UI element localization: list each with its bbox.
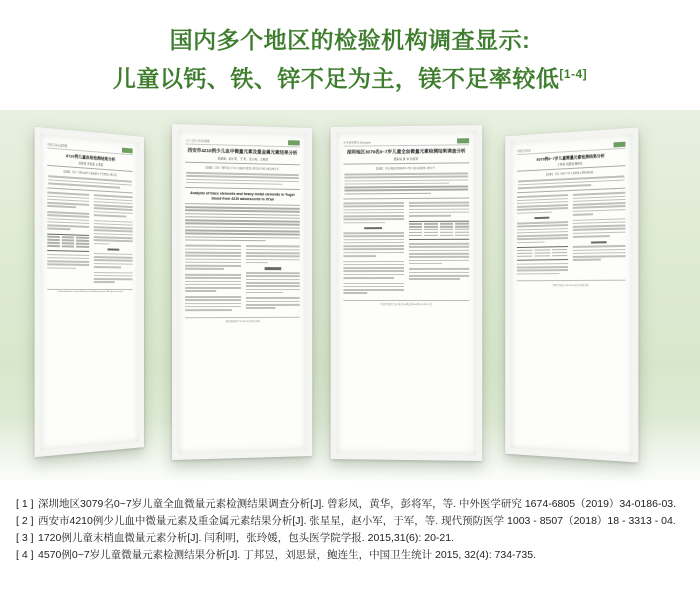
reference-list	[16, 496, 688, 564]
article-title-4: 4570例0~7岁儿童微量元素检测结果分析	[536, 153, 605, 162]
title-line-2	[0, 58, 700, 95]
article-abstract-text-1: 【摘要】 目的 了解本地区儿童血铅水平及微量元素状况。	[62, 170, 119, 178]
article-footer-4: 中国卫生统计 2015年10月第32卷第4期	[517, 280, 625, 287]
article-title-2: 西安市4210例少儿血中微量元素及重金属元素结果分析	[187, 147, 298, 156]
article-title-en-2: Analysis of trace elements and heavy metal elements in Yuger blood from 4210 adolescents in Xi'an	[190, 191, 295, 202]
paper-frame-4[interactable]	[505, 127, 638, 462]
article-footer-1: China Academic Journal Electronic Publishing House. All rights reserved.	[47, 289, 132, 294]
reference-number: [ 3 ]	[16, 532, 34, 544]
article-body-2	[185, 245, 300, 315]
article-authors-1: 张某某 李某某 王某某	[78, 161, 104, 168]
article-footer-2: 现代预防医学 2018年第45卷第18期	[185, 316, 300, 323]
reference-text: 西安市4210例少儿血中微量元素及重金属元素结果分析[J]. 张星星，赵小军，于军，等. 现代预防医学 1003 - 8507（2018）18 - 3313 - 04.	[38, 515, 676, 527]
paper-page-1	[40, 134, 138, 451]
journal-header-text-1: 中国卫生标准管理	[47, 142, 68, 148]
article-abstract-3	[343, 162, 469, 199]
article-abstract-4	[517, 166, 625, 194]
journal-header-2	[185, 136, 300, 147]
paper-frame-2[interactable]	[172, 124, 312, 460]
article-authors-2: 张星星，赵小军，于 军，宋小英，王利萍	[217, 156, 269, 162]
reference-item	[16, 547, 688, 564]
title-line-1: 国内多个地区的检验机构调查显示:	[169, 27, 531, 53]
reference-number: [ 4 ]	[16, 549, 34, 561]
article-body-3	[343, 202, 469, 298]
article-authors-4: 丁邦昱 刘思景 鲍连生	[557, 161, 583, 168]
page-title	[0, 24, 700, 95]
journal-logo-mark-4	[614, 142, 626, 148]
journal-header-text-4: 中国卫生统计	[516, 148, 532, 153]
article-title-3: 深圳地区3079名0~7岁儿童全血微量元素检测结果调查分析	[346, 148, 466, 155]
article-abstract-text-4: 【摘要】 目的 分析0~7岁儿童微量元素检测结果。	[544, 171, 596, 177]
paper-page-3	[337, 131, 477, 455]
framed-papers-group	[0, 110, 700, 480]
article-authors-3: 曾彩凤 黄 华 彭将军	[393, 156, 419, 162]
reference-number: [ 1 ]	[16, 498, 34, 510]
paper-frame-1[interactable]	[35, 127, 145, 457]
journal-header-text-2: ·儿少卫生与妇幼保健·	[185, 138, 211, 143]
reference-text: 深圳地区3079名0~7岁儿童全血微量元素检测结果调查分析[J]. 曾彩凤，黄华，彭将军，等. 中外医学研究 1674-6805（2019）34-0186-03.	[38, 498, 677, 510]
reference-text: 1720例儿童末梢血微量元素分析[J]. 闫利明，张玲媛，包头医学院学报. 2015,31(6): 20-21.	[38, 532, 455, 544]
paper-page-2	[178, 130, 306, 454]
journal-logo-mark-1	[122, 148, 133, 154]
journal-header-text-3: 中外医学研究 Zhongwai	[343, 140, 371, 145]
paper-frame-3[interactable]	[331, 125, 483, 461]
reference-item	[16, 496, 688, 513]
article-footer-3: 中外医学研究 第17卷 第34期(总第434期) 2019年12月	[343, 300, 469, 307]
article-body-4	[517, 192, 625, 279]
reference-text: 4570例0~7岁儿童微量元素检测结果分析[J]. 丁邦昱，刘思景，鲍连生，中国卫生统计 2015, 32(4): 734-735.	[38, 549, 536, 561]
reference-item	[16, 530, 688, 547]
article-title-1: 8720例儿童血铅检测结果分析	[66, 153, 116, 162]
article-body-1	[47, 192, 132, 287]
title-citation-superscript: [1-4]	[559, 67, 588, 81]
article-abstract-1	[47, 165, 132, 193]
reference-number: [ 2 ]	[16, 515, 34, 527]
article-abstract-text-2: 【摘要】 目的 了解西安市少年儿童血中微量元素及重金属元素含量水平。	[204, 166, 282, 171]
article-abstract-text-3: 【摘要】 目的 调查深圳地区0~7岁儿童全血微量元素水平。	[374, 166, 438, 171]
article-abstract-2	[185, 162, 300, 190]
journal-header-3	[343, 137, 469, 146]
title-line-2-text: 儿童以钙、铁、锌不足为主，镁不足率较低	[112, 65, 560, 92]
article-en-abstract-2	[185, 203, 300, 242]
journal-logo-mark-2	[288, 140, 300, 145]
paper-page-4	[511, 134, 633, 456]
journal-logo-mark-3	[457, 138, 469, 143]
reference-item	[16, 513, 688, 530]
